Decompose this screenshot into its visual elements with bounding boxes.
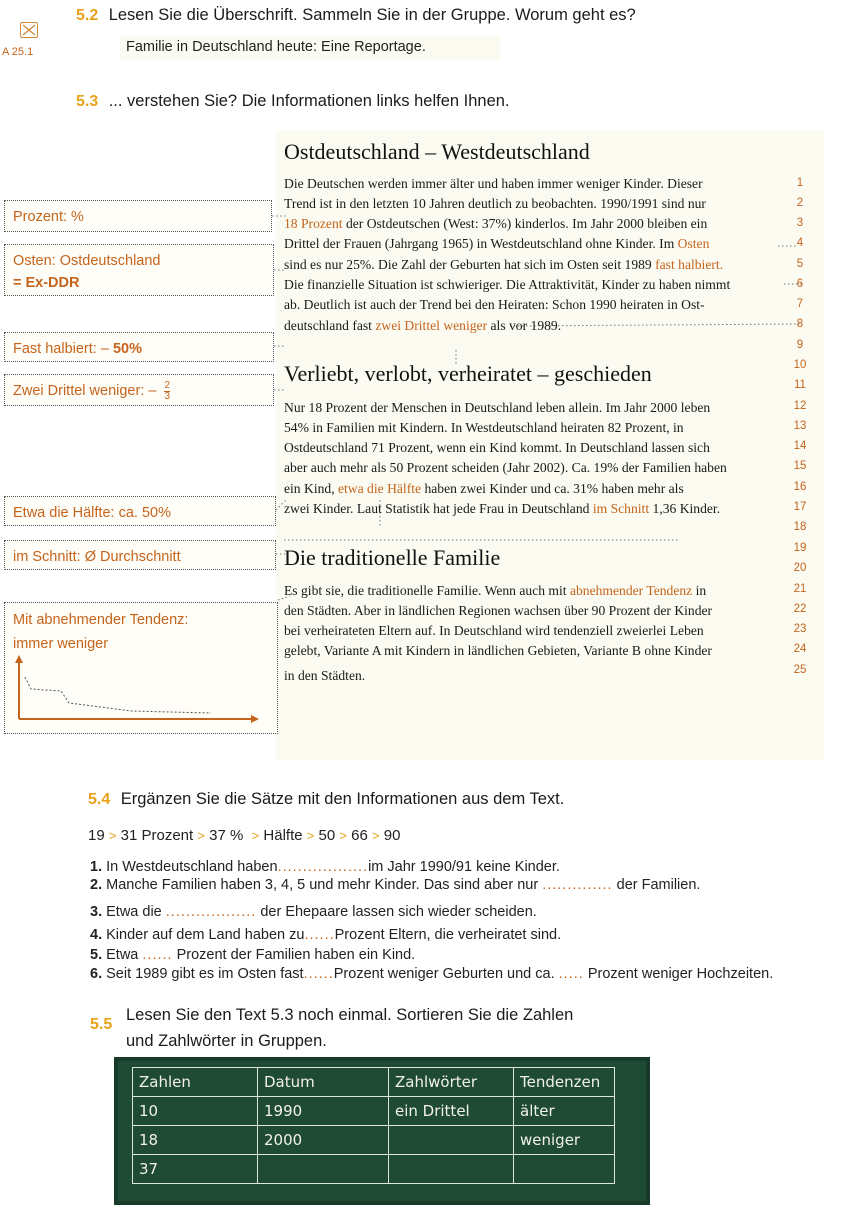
text-fragment: 1,36 Kinder. bbox=[652, 501, 721, 516]
line-number: 20 bbox=[793, 562, 807, 574]
hint-text: Mit abnehmender Tendenz: bbox=[13, 612, 189, 628]
table-header-row bbox=[133, 1068, 615, 1097]
text-line-15: aber auch mehr als 50 Prozent scheiden (Jahr 2002). Ca. 19% der Familien haben bbox=[284, 460, 727, 475]
text-line-13: 54% in Familien mit Kindern. In Westdeutschland heiraten 82 Prozent, in bbox=[284, 420, 684, 435]
separator: > bbox=[339, 828, 347, 843]
sentence-5 bbox=[90, 947, 415, 963]
sentence-text: der Ehepaare lassen sich wieder scheiden. bbox=[260, 904, 537, 920]
blank-2[interactable]: .............. bbox=[542, 877, 613, 893]
hint-text: im Schnitt: Ø Durchschnitt bbox=[13, 549, 181, 565]
number-chip: 19 bbox=[88, 827, 105, 844]
number-chip: 66 bbox=[351, 827, 368, 844]
column-header-zahlen: Zahlen bbox=[133, 1068, 258, 1097]
highlight-abnehmender-tendenz: abnehmender Tendenz bbox=[569, 583, 693, 598]
sentence-text: Prozent der Familien haben ein Kind. bbox=[176, 947, 416, 963]
number-chip: Hälfte bbox=[263, 827, 303, 844]
sentence-text: der Familien. bbox=[616, 877, 701, 893]
line-number: 12 bbox=[793, 400, 807, 412]
article-heading-2: Verliebt, verlobt, verheiratet – geschieden bbox=[284, 361, 652, 386]
table-cell[interactable] bbox=[389, 1155, 514, 1184]
sentence-text: In Westdeutschland haben bbox=[106, 859, 278, 875]
sentence-4 bbox=[90, 927, 561, 943]
article-heading-3: Die traditionelle Familie bbox=[284, 545, 501, 570]
text-line-24: gelebt, Variante A mit Kindern in ländlichen Gebieten, Variante B ohne Kinder bbox=[284, 643, 712, 658]
line-number: 7 bbox=[796, 298, 804, 310]
text-line-3 bbox=[284, 216, 707, 232]
table-cell[interactable]: 2000 bbox=[258, 1126, 389, 1155]
text-fragment: zwei Kinder. Laut Statistik hat jede Frau in Deutschland bbox=[284, 501, 590, 516]
number-chip: 37 % bbox=[209, 827, 244, 844]
hint-text: Osten: Ostdeutschland bbox=[13, 253, 161, 269]
line-number: 4 bbox=[796, 237, 804, 249]
line-number: 3 bbox=[796, 217, 804, 229]
sentence-number: 5. bbox=[90, 947, 103, 963]
line-number: 1 bbox=[796, 177, 804, 189]
text-line-8 bbox=[284, 318, 561, 334]
sort-table bbox=[132, 1067, 615, 1184]
text-line-17 bbox=[284, 501, 720, 517]
text-line-6: Die finanzielle Situation ist schwieriger. Die Attraktivität, Kinder zu haben nimmt bbox=[284, 277, 731, 292]
line-number: 22 bbox=[793, 603, 807, 615]
separator: > bbox=[306, 828, 315, 843]
text-fragment: als vor 1989. bbox=[490, 318, 562, 333]
line-number: 10 bbox=[793, 359, 807, 371]
sentence-text: Prozent weniger Hochzeiten. bbox=[587, 966, 774, 982]
table-cell[interactable] bbox=[514, 1155, 615, 1184]
table-cell[interactable] bbox=[258, 1155, 389, 1184]
sentence-text: Kinder auf dem Land haben zu bbox=[106, 927, 305, 943]
line-number: 15 bbox=[793, 460, 807, 472]
exercise-number: 5.3 bbox=[76, 93, 99, 110]
table-cell[interactable]: ein Drittel bbox=[389, 1097, 514, 1126]
hint-text: Fast halbiert: – bbox=[13, 341, 113, 357]
highlight-etwa-die-haelfte: etwa die Hälfte bbox=[338, 481, 422, 496]
reportage-title: Familie in Deutschland heute: Eine Reportage. bbox=[126, 39, 426, 55]
line-number: 8 bbox=[796, 318, 804, 330]
blank-3[interactable]: .................. bbox=[165, 904, 257, 920]
line-number: 19 bbox=[793, 542, 807, 554]
number-chip: 31 Prozent bbox=[120, 827, 194, 844]
highlight-im-schnitt: im Schnitt bbox=[592, 501, 650, 516]
hint-text: Prozent: % bbox=[13, 209, 84, 225]
text-fragment: Drittel der Frauen (Jahrgang 1965) in Westdeutschland ohne Kinder. Im bbox=[284, 236, 675, 251]
sentence-3 bbox=[90, 904, 537, 920]
line-number: 11 bbox=[794, 379, 806, 391]
table-cell[interactable]: weniger bbox=[514, 1126, 615, 1155]
exercise-title: Lesen Sie die Überschrift. Sammeln Sie in der Gruppe. Worum geht es? bbox=[108, 6, 636, 24]
line-number: 9 bbox=[796, 339, 804, 351]
line-number: 5 bbox=[796, 258, 804, 270]
sentence-1 bbox=[90, 859, 560, 875]
blank-4[interactable]: ...... bbox=[304, 927, 335, 943]
sentence-6 bbox=[90, 966, 773, 982]
sentence-text: im Jahr 1990/91 keine Kinder. bbox=[368, 859, 560, 875]
text-line-1: Die Deutschen werden immer älter und haben immer weniger Kinder. Dieser bbox=[284, 176, 703, 191]
line-number: 23 bbox=[793, 623, 807, 635]
table-cell[interactable]: 37 bbox=[133, 1155, 258, 1184]
hint-value: 50% bbox=[112, 341, 142, 357]
separator: > bbox=[197, 828, 205, 843]
highlight-18-prozent: 18 Prozent bbox=[284, 216, 343, 231]
blank-1[interactable]: .................. bbox=[277, 859, 369, 875]
table-row bbox=[133, 1097, 615, 1126]
exercise-number: 5.2 bbox=[76, 7, 99, 24]
sentence-text: Seit 1989 gibt es im Osten fast bbox=[106, 966, 304, 982]
table-row bbox=[133, 1126, 615, 1155]
number-bank bbox=[88, 827, 400, 844]
table-cell[interactable]: älter bbox=[514, 1097, 615, 1126]
sentence-text: Etwa bbox=[106, 947, 139, 963]
sentence-text: Etwa die bbox=[106, 904, 162, 920]
text-line-22: den Städten. Aber in ländlichen Regionen wachsen über 90 Prozent der Kinder bbox=[284, 603, 713, 618]
highlight-osten: Osten bbox=[677, 236, 710, 251]
text-fragment: in bbox=[695, 583, 707, 598]
blank-5[interactable]: ...... bbox=[142, 947, 173, 963]
chalkboard bbox=[114, 1057, 650, 1205]
exercise-number: 5.5 bbox=[90, 1016, 113, 1033]
table-row bbox=[133, 1155, 615, 1184]
blank-6[interactable]: ...... bbox=[303, 966, 334, 982]
separator: > bbox=[251, 828, 260, 843]
table-cell[interactable]: 18 bbox=[133, 1126, 258, 1155]
text-fragment: der Ostdeutschen (West: 37%) kinderlos. Im Jahr 2000 bleiben ein bbox=[345, 216, 708, 231]
text-line-12: Nur 18 Prozent der Menschen in Deutschland leben allein. Im Jahr 2000 leben bbox=[284, 400, 711, 415]
exercise-title: ... verstehen Sie? Die Informationen links helfen Ihnen. bbox=[108, 92, 510, 110]
sentence-2 bbox=[90, 877, 700, 893]
line-number: 2 bbox=[796, 197, 804, 209]
text-line-2: Trend ist in den letzten 10 Jahren deutlich zu beobachten. 1990/1991 sind nur bbox=[284, 196, 706, 211]
fraction-denominator: 3 bbox=[164, 390, 171, 402]
exercise-title: Lesen Sie den Text 5.3 noch einmal. Sortieren Sie die Zahlen bbox=[126, 1006, 574, 1024]
text-line-23: bei verheirateten Eltern auf. In Deutschland wird tendenziell zweierlei Leben bbox=[284, 623, 704, 638]
line-number: 18 bbox=[793, 521, 807, 533]
text-line-5 bbox=[284, 257, 723, 273]
table-cell[interactable]: 10 bbox=[133, 1097, 258, 1126]
text-fragment: sind es nur 25%. Die Zahl der Geburten hat sich im Osten seit 1989 bbox=[284, 257, 652, 272]
hint-text: Etwa die Hälfte: ca. 50% bbox=[13, 505, 171, 521]
line-number: 13 bbox=[793, 420, 807, 432]
number-chip: 50 bbox=[318, 827, 336, 844]
blank-7[interactable]: ..... bbox=[558, 966, 584, 982]
exercise-title: Ergänzen Sie die Sätze mit den Informationen aus dem Text. bbox=[120, 790, 565, 808]
separator: > bbox=[108, 828, 117, 843]
hint-text: Zwei Drittel weniger: – bbox=[13, 383, 157, 399]
number-chip: 90 bbox=[383, 827, 401, 844]
exercise-5-4 bbox=[88, 790, 564, 809]
text-fragment: haben zwei Kinder und ca. 31% haben mehr als bbox=[424, 481, 684, 496]
column-header-tendenzen: Tendenzen bbox=[514, 1068, 615, 1097]
highlight-fast-halbiert: fast halbiert. bbox=[655, 257, 724, 272]
column-header-zahlwoerter: Zahlwörter bbox=[389, 1068, 514, 1097]
margin-code: A 25.1 bbox=[2, 46, 34, 58]
highlight-zwei-drittel: zwei Drittel weniger bbox=[375, 318, 488, 333]
text-fragment: deutschland fast bbox=[284, 318, 372, 333]
fraction-numerator: 2 bbox=[164, 379, 171, 391]
sentence-text: Prozent weniger Geburten und ca. bbox=[333, 966, 555, 982]
exercise-title: und Zahlwörter in Gruppen. bbox=[126, 1032, 327, 1050]
text-fragment: ein Kind, bbox=[284, 481, 335, 496]
text-fragment: Es gibt sie, die traditionelle Familie. Wenn auch mit bbox=[284, 583, 567, 598]
text-line-4 bbox=[284, 236, 709, 252]
sentence-text: Manche Familien haben 3, 4, 5 und mehr Kinder. Das sind aber nur bbox=[106, 877, 539, 893]
column-header-datum: Datum bbox=[258, 1068, 389, 1097]
text-line-7: ab. Deutlich ist auch der Trend bei den Heiraten: Schon 1990 heiraten in Ost- bbox=[284, 297, 705, 312]
table-cell[interactable]: 1990 bbox=[258, 1097, 389, 1126]
sentence-number: 1. bbox=[90, 859, 103, 875]
sentence-number: 3. bbox=[90, 904, 103, 920]
separator: > bbox=[372, 828, 380, 843]
line-number: 17 bbox=[793, 501, 807, 513]
hint-text-bold: = Ex-DDR bbox=[13, 275, 80, 291]
sentence-text: Prozent Eltern, die verheiratet sind. bbox=[334, 927, 562, 943]
line-number: 25 bbox=[793, 664, 807, 676]
text-line-25: in den Städten. bbox=[284, 668, 366, 683]
line-number: 24 bbox=[793, 643, 807, 655]
table-cell[interactable] bbox=[389, 1126, 514, 1155]
sentence-number: 6. bbox=[90, 966, 103, 982]
line-number: 16 bbox=[793, 481, 807, 493]
text-line-16 bbox=[284, 481, 684, 497]
sentence-number: 2. bbox=[90, 877, 103, 893]
hint-text: immer weniger bbox=[13, 636, 109, 652]
sentence-number: 4. bbox=[90, 927, 103, 943]
text-line-14: Ostdeutschland 71 Prozent, wenn ein Kind kommt. In Deutschland lassen sich bbox=[284, 440, 710, 455]
line-number: 14 bbox=[793, 440, 807, 452]
text-line-21 bbox=[284, 583, 706, 599]
article-heading-1: Ostdeutschland – Westdeutschland bbox=[284, 139, 590, 164]
exercise-number: 5.4 bbox=[88, 791, 111, 808]
line-number: 21 bbox=[793, 583, 807, 595]
line-number: 6 bbox=[796, 278, 804, 290]
